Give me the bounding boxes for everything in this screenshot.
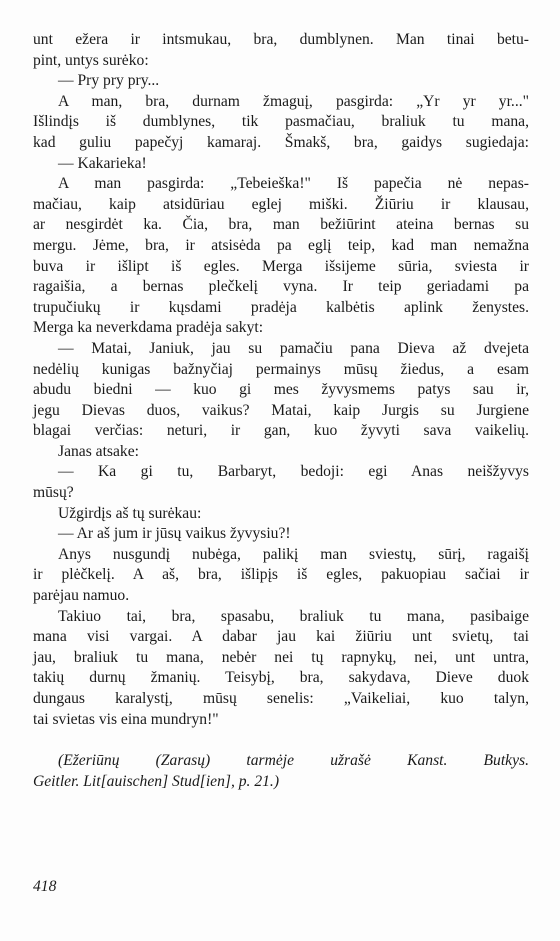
text-line: mana visi vargai. A dabar jau kai žiūriu unt svietų, tai [33, 628, 529, 646]
text-line: trupučiukų ir kųsdami pradėja kalbėtis aplink ženystes. [33, 298, 529, 316]
page-number: 418 [33, 878, 57, 895]
text-line: — Ar aš jum ir jūsų vaikus žyvysiu?! [58, 525, 291, 543]
story-text [33, 30, 529, 730]
text-line: Janas atsake: [58, 442, 139, 460]
source-line: (Ežeriūnų (Zarasų) tarmėje užrašė Kanst. Butkys. [58, 752, 529, 769]
text-line: jegu Dievas duos, vaikus? Matai, kaip Jurgis su Jurgiene [33, 401, 529, 419]
text-line: Užgirdįs aš tų surėkau: [58, 504, 202, 522]
source-citation [33, 751, 529, 792]
text-line: ir plėčkelį. A aš, bra, išlipįs iš egles, pakuopiau sačiai ir [33, 566, 529, 584]
text-line: blagai verčias: neturi, ir gan, kuo žyvyti sava vaikelių. [33, 422, 529, 440]
text-line: mūsų? [33, 484, 74, 502]
text-line: nedėlių kunigas bažnyčiaj permainys mūsų žiedus, a esam [33, 360, 529, 378]
text-line: unt ežera ir intsmukau, bra, dumblynen. Man tinai betu- [33, 31, 529, 48]
source-line: Geitler. Lit[auischen] Stud[ien], p. 21.) [33, 772, 280, 790]
text-line: buva ir išlipt iš egles. Merga išsijeme sūria, sviesta ir [33, 257, 529, 275]
text-line: ragaišia, a bernas plečkelį vyna. Ir teip geriadami pa [33, 278, 529, 296]
text-line: — Ka gi tu, Barbaryt, bedoji: egi Anas neišžyvys [58, 463, 529, 481]
text-line: jau, braliuk tu mana, nebėr nei tų rapnykų, nei, unt untra, [33, 648, 529, 666]
text-line: tai svietas vis eina mundryn!" [33, 710, 219, 728]
text-line: ar nesgirdėt ka. Čia, bra, man bežiūrint ateina bernas su [33, 216, 529, 234]
text-line: — Kakarieka! [58, 154, 147, 172]
text-line: takių durnų žmanių. Teisybį, bra, sakydava, Dieve duok [33, 669, 529, 687]
text-line: A man, bra, durnam žmaguį, pasgirda: „Yr yr yr..." [58, 92, 529, 110]
text-line: kad guliu papečyj kamaraj. Šmakš, bra, gaidys sugiedaja: [33, 133, 529, 151]
text-line: Išlindįs iš dumblynes, tik pasmačiau, braliuk tu mana, [33, 113, 529, 131]
text-line: Takiuo tai, bra, spasabu, braliuk tu mana, pasibaige [58, 607, 529, 625]
text-line: abudu biedni — kuo gi mes žyvysmems patys sau ir, [33, 381, 529, 399]
text-line: — Matai, Janiuk, jau su pamačiu pana Dieva až dvejeta [58, 339, 529, 357]
text-line: — Pry pry pry... [58, 72, 160, 90]
text-line: pint, untys surėko: [33, 51, 149, 69]
text-line: Anys nusgundį nubėga, palikį man sviestų, sūrį, ragaišį [58, 545, 529, 563]
text-line: mergu. Jėme, bra, ir atsisėda pa eglį teip, kad man nemažna [33, 236, 529, 254]
text-line: parėjau namuo. [33, 587, 130, 605]
text-line: dungaus karalystį, mūsų senelis: „Vaikeliai, kuo talyn, [33, 690, 529, 707]
text-line: Merga ka neverkdama pradėja sakyt: [33, 319, 264, 337]
text-line: mačiau, kaip atsidūriau eglej miški. Žiūriu ir klausau, [33, 195, 529, 213]
text-line: A man pasgirda: „Tebeieška!" Iš papečia nė nepas- [58, 175, 529, 193]
